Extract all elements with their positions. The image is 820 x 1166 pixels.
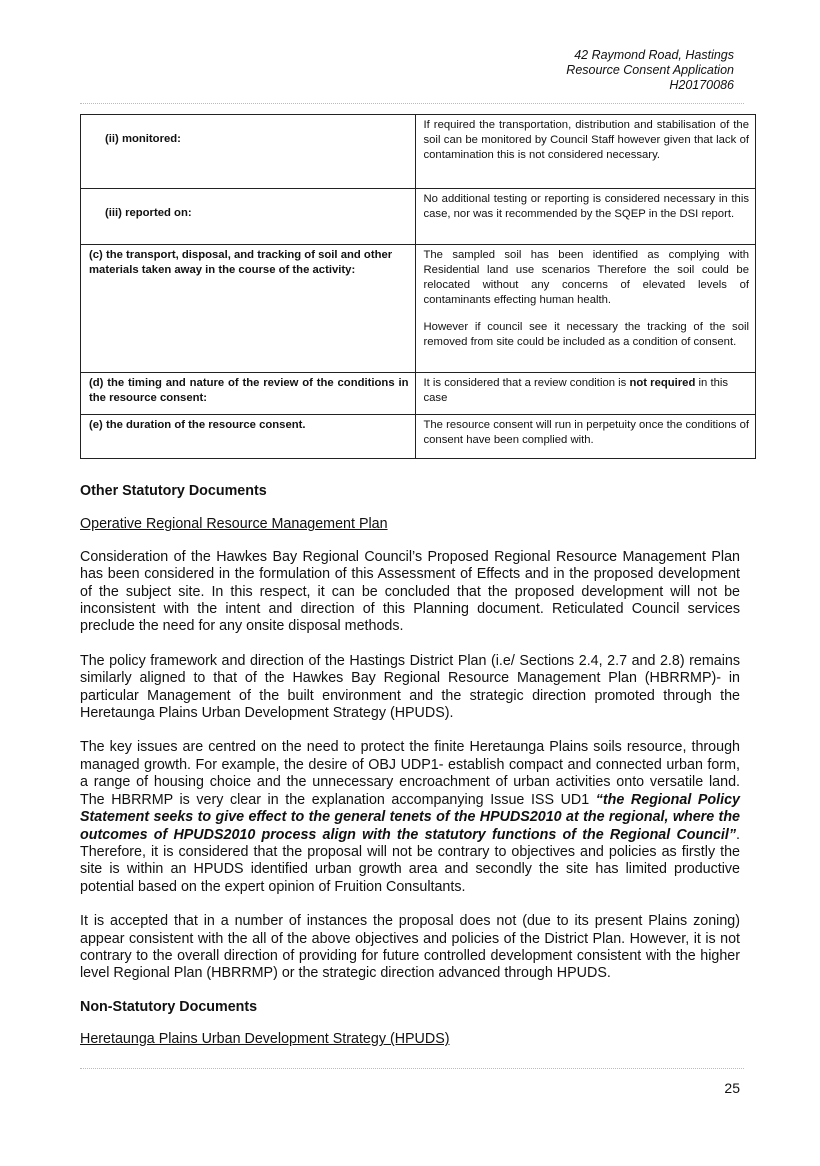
row-text: The sampled soil has been identified as complying with Residential land use scenarios Therefore the soil could be relocated without any concerns of elevated levels of contaminants effecting human health. xyxy=(423,249,749,306)
table-row xyxy=(81,245,756,373)
heading-operative-plan: Operative Regional Resource Management Plan xyxy=(80,516,388,533)
paragraph: It is accepted that in a number of instances the proposal does not (due to its present Plains zoning) appear consistent with the all of the above objectives and policies of the District Plan. However, it is not contrary to the overall direction of providing for future controlled development consistent with the higher level Regional Plan (HBRRMP) or the strategic direction advanced through HPUDS. xyxy=(80,913,740,982)
page-number: 25 xyxy=(724,1080,740,1096)
page-header xyxy=(566,48,734,93)
table-row xyxy=(81,115,756,189)
heading-other-statutory: Other Statutory Documents xyxy=(80,483,267,499)
header-address: 42 Raymond Road, Hastings xyxy=(574,48,734,62)
row-label: (ii) monitored: xyxy=(105,133,181,145)
row-text-pre: It is considered that a review condition is xyxy=(423,377,630,389)
table-row xyxy=(81,415,756,459)
para3-text-end: . Therefore, it is considered that the proposal will not be contrary to objectives and policies as firstly the site is within an HPUDS identified urban growth area and secondly the site has limited productive potential based on the expert opinion of Fruition Consultants. xyxy=(80,826,740,895)
row-text: No additional testing or reporting is considered necessary in this case, nor was it recommended by the SQEP in the DSI report. xyxy=(415,189,756,245)
heading-hpuds: Heretaunga Plains Urban Development Strategy (HPUDS) xyxy=(80,1031,450,1048)
paragraph xyxy=(80,739,740,896)
heading-non-statutory: Non-Statutory Documents xyxy=(80,998,258,1015)
row-text-post: in this case xyxy=(423,377,729,404)
header-rule xyxy=(80,103,744,104)
table-row xyxy=(81,189,756,245)
paragraph: The policy framework and direction of the Hastings District Plan (i.e/ Sections 2.4, 2.7 and 2.8) remains similarly aligned to that of the Hawkes Bay Regional Resource Management Plan (HBRRMP)- in particular Management of the built environment and the strategic direction promoted through the Heretaunga Plains Urban Development Strategy (HPUDS). xyxy=(80,652,740,722)
header-ref: H20170086 xyxy=(669,78,734,92)
consent-criteria-table xyxy=(80,114,756,459)
row-label: (iii) reported on: xyxy=(105,207,192,219)
row-text: The resource consent will run in perpetuity once the conditions of consent have been complied with. xyxy=(415,415,756,459)
row-text-bold: not required xyxy=(629,377,696,389)
para3-quote: “the Regional Policy Statement seeks to give effect to the general tenets of the HPUDS2010 at the regional, where the outcomes of HPUDS2010 process align with the statutory functions of the Regional Council” xyxy=(80,791,740,843)
paragraph: Consideration of the Hawkes Bay Regional Council’s Proposed Regional Resource Management Plan has been considered in the formulation of this Assessment of Effects and in the proposed development of the subject site. In this respect, it can be concluded that the proposed development will not be inconsistent with the intent and direction of this Planning document. Reticulated Council services preclude the need for any onsite disposal methods. xyxy=(80,548,740,635)
para3-text: The key issues are centred on the need to protect the finite Heretaunga Plains soils resource, through managed growth. For example, the desire of OBJ UDP1- establish compact and connected urban form, a range of housing choice and the unnecessary encroachment of urban activities onto versatile land. The HBRRMP is very clear in the explanation accompanying Issue ISS UD1 xyxy=(80,739,740,808)
row-label: (c) the transport, disposal, and tracking of soil and other materials taken away in the course of the activity: xyxy=(81,245,416,373)
body-content xyxy=(80,483,740,1049)
row-text: If required the transportation, distribution and stabilisation of the soil can be monitored by Council Staff however given that lack of contamination this is not considered necessary. xyxy=(415,115,756,189)
row-label: (e) the duration of the resource consent. xyxy=(81,415,416,459)
row-label: (d) the timing and nature of the review of the conditions in the resource consent: xyxy=(81,373,416,415)
footer-rule xyxy=(80,1068,744,1069)
row-text-2: However if council see it necessary the tracking of the soil removed from site could be included as a condition of consent. xyxy=(423,321,749,348)
table-row xyxy=(81,373,756,415)
header-doc-type: Resource Consent Application xyxy=(566,63,734,77)
